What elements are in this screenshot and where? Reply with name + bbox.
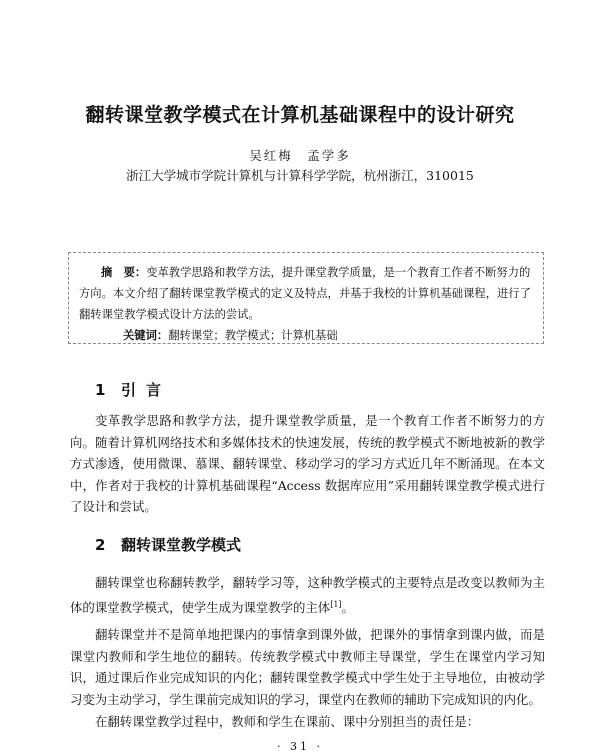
- section-2-title: 翻转课堂教学模式: [121, 536, 242, 554]
- section-1-number: 1: [95, 381, 106, 399]
- section-2-number: 2: [95, 536, 106, 554]
- section-1-paragraph: 变革教学思路和教学方法，提升课堂教学质量，是一个教育工作者不断努力的方向。随着计算机网络技术和多媒体技术的快速发展，传统的教学模式不断地被新的教学方式渗透，使用微课、慕课、翻转课堂、移动学习的学习方式近几年不断涌现。在本文中，作者对于我校的计算机基础课程“Access 数据库应用”采用翻转课堂教学模式进行了设计和尝试。: [70, 413, 545, 514]
- abstract-text: 变革教学思路和教学方法，提升课堂教学质量，是一个教育工作者不断努力的方向。本文介绍了翻转课堂教学模式的定义及特点，并基于我校的计算机基础课程，进行了翻转课堂教学模式设计方法的尝试。: [79, 266, 531, 321]
- section-2-heading: [95, 534, 241, 555]
- section-2-paragraph-1-text: 翻转课堂也称翻转教学，翻转学习等，这种教学模式的主要特点是改变以教师为主体的课堂教学模式，使学生成为课堂教学的主体: [70, 575, 545, 615]
- keywords-text: 翻转课堂；教学模式；计算机基础: [168, 329, 338, 342]
- section-2-paragraph-2: 翻转课堂并不是简单地把课内的事情拿到课外做，把课外的事情拿到课内做，而是课堂内教师和学生地位的翻转。传统教学模式中教师主导课堂，学生在课堂内学习知识，通过课后作业完成知识的内化；翻转课堂教学模式中学生处于主导地位，由被动学习变为主动学习，学生课前完成知识的学习，课堂内在教师的辅助下完成知识的内化。: [70, 627, 545, 707]
- keywords-line: [79, 325, 533, 346]
- abstract-label: 摘 要：: [101, 266, 147, 279]
- paper-title: 翻转课堂教学模式在计算机基础课程中的设计研究: [85, 104, 515, 126]
- section-2-paragraph-1: [70, 572, 545, 618]
- page-number: · 31 ·: [277, 740, 323, 753]
- section-2-paragraph-1-end: 。: [341, 599, 354, 615]
- abstract-paragraph: [79, 262, 533, 325]
- citation-ref: [1]: [330, 599, 342, 609]
- authors: 吴红梅 孟学多: [249, 148, 351, 163]
- affiliation: 浙江大学城市学院计算机与计算科学学院，杭州浙江，310015: [126, 168, 474, 183]
- abstract-box: [68, 252, 544, 344]
- section-2-paragraph-3: 在翻转课堂教学过程中，教师和学生在课前、课中分别担当的责任是：: [95, 714, 480, 729]
- section-1-title: 引言: [121, 381, 172, 399]
- keywords-label: 关键词：: [123, 329, 169, 342]
- section-1-heading: [95, 379, 171, 400]
